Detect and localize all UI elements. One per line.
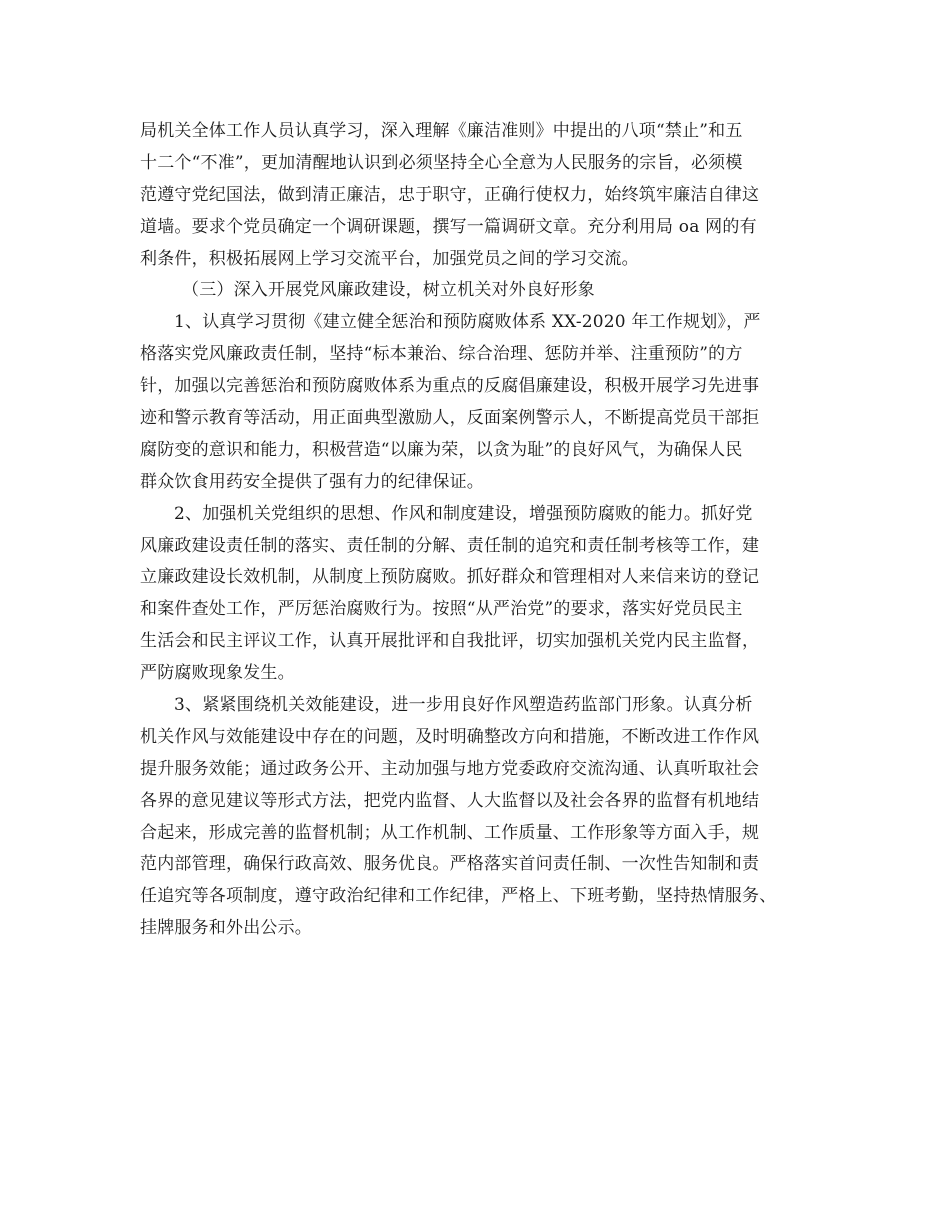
paragraph-line: 范遵守党纪国法，做到清正廉洁，忠于职守，正确行使权力，始终筑牢廉洁自律这	[140, 184, 760, 205]
paragraph-line: 立廉政建设长效机制，从制度上预防腐败。抓好群众和管理相对人来信来访的登记	[140, 567, 760, 588]
paragraph-line: 范内部管理，确保行政高效、服务优良。严格落实首问责任制、一次性告知制和责	[140, 854, 760, 875]
paragraph-line: 迹和警示教育等活动，用正面典型激励人，反面案例警示人，不断提高党员干部拒	[140, 408, 760, 429]
paragraph-line: 群众饮食用药安全提供了强有力的纪律保证。	[140, 471, 484, 492]
paragraph	[140, 690, 830, 945]
paragraph-line: 风廉政建设责任制的落实、责任制的分解、责任制的追究和责任制考核等工作，建	[140, 535, 760, 556]
paragraph	[140, 116, 830, 275]
paragraph-line: 格落实党风廉政责任制，坚持“标本兼治、综合治理、惩防并举、注重预防”的方	[140, 344, 743, 365]
paragraph-line: 2、加强机关党组织的思想、作风和制度建设，增强预防腐败的能力。抓好党	[174, 503, 753, 524]
paragraph-line: 十二个“不准”，更加清醒地认识到必须坚持全心全意为人民服务的宗旨，必须模	[140, 152, 743, 173]
paragraph-line: 严防腐败现象发生。	[140, 663, 295, 684]
paragraph-line: （三）深入开展党风廉政建设，树立机关对外良好形象	[182, 280, 595, 301]
paragraph-line: 利条件，积极拓展网上学习交流平台，加强党员之间的学习交流。	[140, 248, 639, 269]
paragraph-line: 道墙。要求个党员确定一个调研课题，撰写一篇调研文章。充分利用局 oa 网的有	[140, 216, 757, 237]
paragraph-line: 和案件查处工作，严厉惩治腐败行为。按照“从严治党”的要求，落实好党员民主	[140, 599, 743, 620]
section-heading	[140, 275, 830, 307]
paragraph-line: 3、紧紧围绕机关效能建设，进一步用良好作风塑造药监部门形象。认真分析	[174, 695, 753, 716]
paragraph-line: 腐防变的意识和能力，积极营造“以廉为荣，以贪为耻”的良好风气，为确保人民	[140, 439, 743, 460]
paragraph-line: 各界的意见建议等形式方法，把党内监督、人大监督以及社会各界的监督有机地结	[140, 790, 760, 811]
paragraph-line: 机关作风与效能建设中存在的问题，及时明确整改方向和措施，不断改进工作作风	[140, 726, 760, 747]
paragraph-line: 挂牌服务和外出公示。	[140, 918, 312, 939]
paragraph	[140, 499, 830, 690]
paragraph-line: 任追究等各项制度，遵守政治纪律和工作纪律，严格上、下班考勤，坚持热情服务、	[140, 886, 777, 907]
paragraph-line: 生活会和民主评议工作，认真开展批评和自我批评，切实加强机关党内民主监督，	[140, 631, 760, 652]
paragraph-line: 局机关全体工作人员认真学习，深入理解《廉洁准则》中提出的八项“禁止”和五	[140, 121, 743, 141]
paragraph-line: 针，加强以完善惩治和预防腐败体系为重点的反腐倡廉建设，积极开展学习先进事	[140, 376, 760, 397]
document-body	[140, 116, 830, 945]
paragraph-line: 1、认真学习贯彻《建立健全惩治和预防腐败体系 XX-2020 年工作规划》，严	[174, 312, 761, 333]
paragraph-line: 提升服务效能；通过政务公开、主动加强与地方党委政府交流沟通、认真听取社会	[140, 758, 760, 779]
paragraph	[140, 307, 830, 498]
paragraph-line: 合起来，形成完善的监督机制；从工作机制、工作质量、工作形象等方面入手，规	[140, 822, 760, 843]
